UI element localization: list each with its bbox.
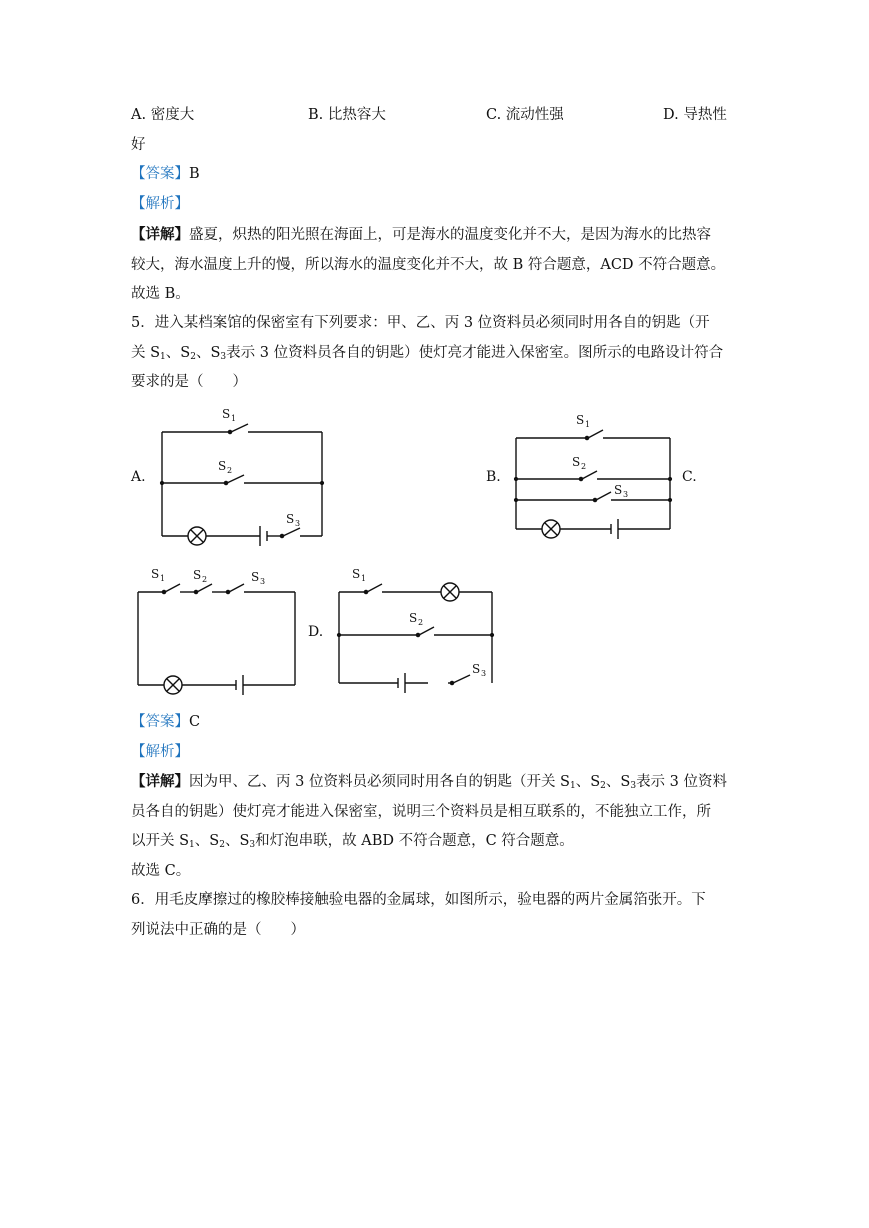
svg-text:2: 2 [418, 618, 424, 627]
svg-text:S: S [218, 459, 227, 473]
svg-text:S: S [472, 662, 481, 676]
q4-detail-line2: 较大，海水温度上升的慢，所以海水的温度变化并不大，故 B 符合题意，ACD 不符合题意。 [131, 257, 726, 273]
q5-detail-line3: 以开关 $S_1$、$S_2$、$S_3$和灯泡串联，故 ABD 不符合题意，C 符合题意。 [131, 833, 574, 850]
svg-text:2: 2 [202, 575, 208, 584]
svg-text:S: S [193, 568, 202, 582]
svg-text:S: S [151, 567, 160, 581]
q6-stem-line1: 6．用毛皮摩擦过的橡胶棒接触验电器的金属球，如图所示，验电器的两片金属箔张开。下 [131, 892, 706, 908]
q4-conclusion: 故选 B。 [131, 286, 190, 302]
svg-text:2: 2 [581, 462, 587, 471]
option-d: D. 导热性 [663, 107, 727, 123]
svg-text:S: S [286, 512, 295, 526]
q5-answer: 【答案】C [131, 714, 201, 730]
diagram-label-a: A. [131, 469, 146, 485]
circuit-d-diagram [330, 562, 510, 702]
q5-detail-line2: 员各自的钥匙）使灯亮才能进入保密室，说明三个资料员是相互联系的，不能独立工作，所 [131, 804, 711, 820]
q5-detail-line1: 【详解】因为甲、乙、丙 3 位资料员必须同时用各自的钥匙（开关 $S_1$、$S_2$、$S_3$表示 3 位资料 [131, 773, 728, 791]
q6-stem-line2: 列说法中正确的是（ ） [131, 922, 305, 938]
option-a: A. 密度大 [131, 107, 195, 123]
svg-text:S: S [614, 483, 623, 497]
svg-text:3: 3 [481, 669, 487, 678]
q4-detail-line1: 【详解】盛夏，炽热的阳光照在海面上，可是海水的温度变化并不大，是因为海水的比热容 [131, 226, 711, 243]
svg-text:S: S [576, 413, 585, 427]
q5-analysis-tag: 【解析】 [131, 744, 189, 760]
option-b: B. 比热容大 [308, 107, 386, 123]
circuit-a-diagram [150, 400, 340, 560]
q4-answer: 【答案】B [131, 166, 200, 182]
q5-conclusion: 故选 C。 [131, 863, 191, 879]
q5-stem-line3: 要求的是（ ） [131, 374, 247, 390]
option-d-wrap: 好 [131, 137, 146, 153]
svg-text:S: S [251, 570, 260, 584]
circuit-b-diagram [505, 408, 685, 548]
svg-text:1: 1 [585, 420, 591, 429]
svg-text:1: 1 [231, 414, 237, 423]
diagram-label-c: C. [682, 469, 697, 485]
svg-text:1: 1 [160, 574, 166, 583]
svg-text:S: S [409, 611, 418, 625]
svg-text:1: 1 [361, 574, 367, 583]
diagram-label-d: D. [308, 624, 324, 640]
svg-text:3: 3 [260, 577, 266, 586]
q4-analysis-tag: 【解析】 [131, 196, 189, 212]
svg-text:3: 3 [295, 519, 301, 528]
svg-text:3: 3 [623, 490, 629, 499]
svg-text:2: 2 [227, 466, 233, 475]
option-c: C. 流动性强 [486, 107, 564, 123]
circuit-a-s1-label: S [222, 407, 231, 421]
q5-stem-line2: 关 $S_1$、$S_2$、$S_3$表示 3 位资料员各自的钥匙）使灯亮才能进入保密室。图所示的电路设计符合 [131, 345, 724, 362]
diagram-label-b: B. [486, 469, 501, 485]
q5-stem-line1: 5．进入某档案馆的保密室有下列要求：甲、乙、丙 3 位资料员必须同时用各自的钥匙（开 [131, 315, 710, 331]
svg-text:S: S [572, 455, 581, 469]
circuit-c-diagram [130, 562, 310, 702]
svg-text:S: S [352, 567, 361, 581]
